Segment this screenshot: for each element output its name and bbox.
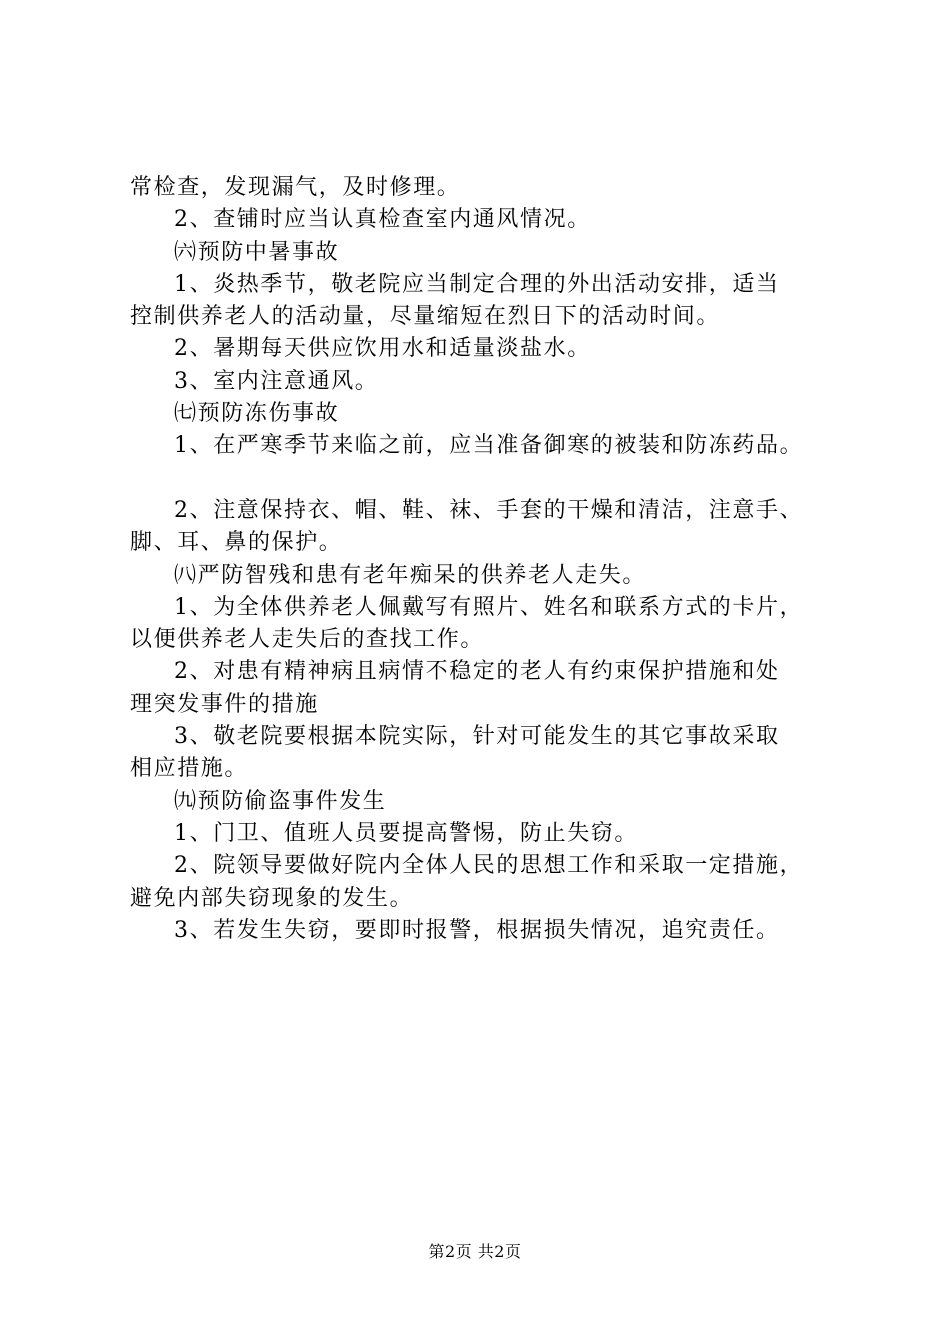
text-line: 避免内部失窃现象的发生。 bbox=[130, 885, 414, 911]
text-line: 以便供养老人走失后的查找工作。 bbox=[130, 627, 485, 653]
text-line: 相应措施。 bbox=[130, 756, 249, 782]
text-line: 2、对患有精神病且病情不稳定的老人有约束保护措施和处 bbox=[174, 659, 780, 685]
text-line: 1、在严寒季节来临之前，应当准备御寒的被装和防冻药品。 bbox=[174, 433, 804, 459]
text-line: 2、院领导要做好院内全体人民的思想工作和采取一定措施， bbox=[174, 853, 804, 879]
section-heading: ㈧严防智残和患有老年痴呆的供养老人走失。 bbox=[174, 562, 647, 588]
text-line: 脚、耳、鼻的保护。 bbox=[130, 530, 343, 556]
text-line: 常检查，发现漏气，及时修理。 bbox=[130, 175, 461, 200]
page-footer: 第2页 共2页 bbox=[428, 1242, 522, 1261]
document-body bbox=[130, 172, 850, 947]
text-line: 3、若发生失窃，要即时报警，根据损失情况，追究责任。 bbox=[174, 917, 780, 943]
section-heading: ㈥预防中暑事故 bbox=[174, 239, 340, 265]
text-line: 1、门卫、值班人员要提高警惕，防止失窃。 bbox=[174, 820, 638, 846]
text-line: 理突发事件的措施 bbox=[130, 691, 319, 717]
text-line: 3、敬老院要根据本院实际，针对可能发生的其它事故采取 bbox=[174, 724, 780, 750]
section-heading: ㈦预防冻伤事故 bbox=[174, 401, 340, 427]
section-heading: ㈨预防偷盗事件发生 bbox=[174, 788, 387, 814]
text-line: 3、室内注意通风。 bbox=[174, 368, 379, 394]
text-line: 2、查铺时应当认真检查室内通风情况。 bbox=[174, 207, 591, 233]
text-line: 2、暑期每天供应饮用水和适量淡盐水。 bbox=[174, 336, 591, 362]
text-line: 1、为全体供养老人佩戴写有照片、姓名和联系方式的卡片， bbox=[174, 594, 804, 620]
text-line: 1、炎热季节，敬老院应当制定合理的外出活动安排，适当 bbox=[174, 271, 780, 297]
blank-line bbox=[130, 463, 850, 495]
text-line: 控制供养老人的活动量，尽量缩短在烈日下的活动时间。 bbox=[130, 304, 721, 330]
text-line: 2、注意保持衣、帽、鞋、袜、手套的干燥和清洁，注意手、 bbox=[174, 497, 804, 523]
